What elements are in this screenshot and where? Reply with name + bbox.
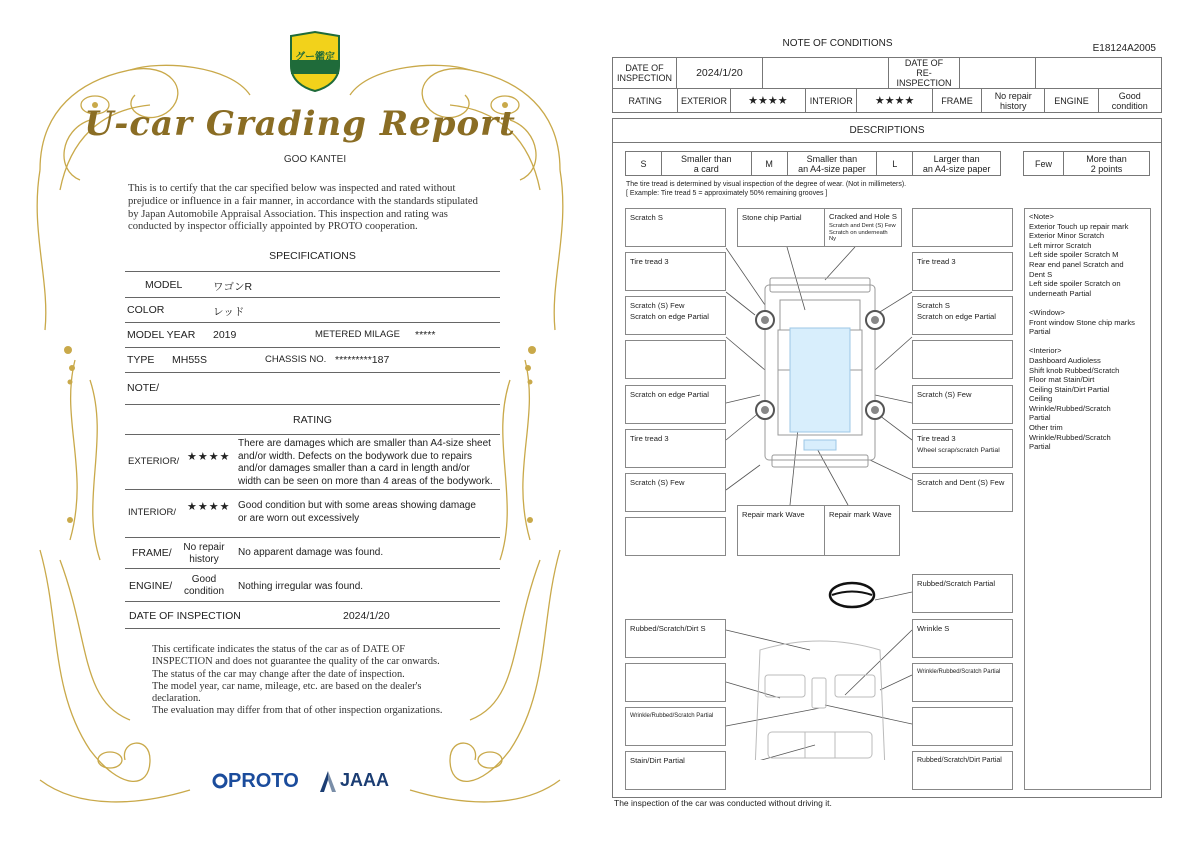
frame-description: No apparent damage was found. (238, 547, 384, 558)
condition-box: Repair mark Wave (824, 505, 900, 556)
few-legend: Few More than 2 points (1023, 151, 1150, 176)
steering-wheel-icon (830, 583, 874, 607)
grading-certificate: グー鑑定 U-car Grading Report GOO KANTEI This is to certify that the car specified below was inspected and rated without prejudice or influence in a fair manner, in accordance with the standards stipulated by Japan Automobile Appraisal Association. This inspection and rating was conducted by inspector officially appointed by PROTO cooperation. SPECIFICATIONS MODEL ワゴンR COLOR レッド MODEL YEAR 2019 METERED MILAGE ***** TYPE MH55S CHASSIS NO. *********187 NOTE/ RATING EXTERIOR/ ★★★★ There are damages which are smaller than A4-size sheet and/or width. Defects on the bodywork due to repairs and/or damages smaller than a card in length and/or width can be seen on more than 4 areas of the bodywork. INTERIOR/ ★★★★ Good condition but with some areas showing damage or are worn out excessively FRAME/ No repair history No apparent damage was found. ENGINE/ Good condition Nothing irregular was found. DATE OF INSPECTION 2024/1/20 This certificate indicates the status of the car as of DATE OF INSPECTION and does not guarantee the quality of the car onwards. The status of the car may change after the date of inspection. The model year, car name, mileage, etc. are based on the dealer's declaration. The evaluation may differ from that of other inspection organizations. PROTO JAAA (0, 0, 600, 848)
report-subtitle: GOO KANTEI (283, 154, 347, 165)
condition-box: Scratch S Scratch on edge Partial (912, 296, 1013, 335)
condition-box: Stain/Dirt Partial (625, 751, 726, 790)
engine-description: Nothing irregular was found. (238, 581, 364, 592)
exterior-stars: ★★★★ (187, 451, 231, 463)
rating-heading: RATING (293, 414, 332, 426)
condition-box: Wrinkle S (912, 619, 1013, 658)
condition-box: Rubbed/Scratch Partial (912, 574, 1013, 613)
condition-box: Wrinkle/Rubbed/Scratch Partial (912, 663, 1013, 702)
certify-text: This is to certify that the car specified below was inspected and rated without prejudice or influence in a fair manner, in accordance with the standards stipulated by Japan Automobile Appraisal Association. This inspection and rating was conducted by inspector officially appointed by PROTO cooperation. (128, 183, 478, 233)
conditions-title: NOTE OF CONDITIONS (782, 38, 893, 49)
footer-note: The inspection of the car was conducted without driving it. (614, 798, 832, 808)
condition-box: Tire tread 3 (625, 429, 726, 468)
badge-text: グー鑑定 (295, 52, 335, 63)
descriptions-heading: DESCRIPTIONS (612, 118, 1162, 143)
exterior-stars-cell: ★★★★ (730, 89, 806, 113)
specifications-heading: SPECIFICATIONS (269, 250, 356, 262)
date-of-inspection-value: 2024/1/20 (676, 58, 762, 89)
conditions-code: E18124A2005 (1092, 43, 1156, 54)
inspection-date-table: DATE OF INSPECTION 2024/1/20 DATE OF RE-INSPECTION (612, 57, 1162, 89)
condition-box (912, 707, 1013, 746)
condition-box: Scratch (S) Few (912, 385, 1013, 424)
condition-box: Rubbed/Scratch/Dirt S (625, 619, 726, 658)
condition-box: Scratch S (625, 208, 726, 247)
condition-box: Tire tread 3 (912, 252, 1013, 291)
exterior-description: There are damages which are smaller than A4-size sheet and/or width. Defects on the bodywork due to repairs and/or damages smaller than a card in length and/or width can be seen on more than 4 areas of the bodywork. (238, 438, 493, 487)
engine-value: Good condition (183, 574, 225, 597)
condition-box: Repair mark Wave (737, 505, 838, 556)
condition-box: Scratch and Dent (S) Few (912, 473, 1013, 512)
proto-logo-text: PROTO (228, 770, 299, 792)
condition-box (912, 208, 1013, 247)
report-title: U-car Grading Report (84, 104, 516, 144)
condition-box: Scratch on edge Partial (625, 385, 726, 424)
notes-panel: <Note> Exterior Touch up repair mark Exterior Minor Scratch Left mirror Scratch Left side spoiler Scratch M Rear end panel Scratch and Dent S Left side spoiler Scratch on underneath Partial <Window> Front window Stone chip marks Partial <Interior> Dashboard Audioless Shift knob Rubbed/Scratch Floor mat Stain/Dirt Ceiling Stain/Dirt Partial Ceiling Wrinkle/Rubbed/Scratch Partial Other trim Wrinkle/Rubbed/Scratch Partial (1024, 208, 1151, 790)
rating-table: RATING EXTERIOR ★★★★ INTERIOR ★★★★ FRAME No repair history ENGINE Good condition (612, 88, 1162, 113)
interior-label: INTERIOR/ (128, 507, 177, 518)
jaaa-logo-text: JAAA (340, 770, 390, 790)
disclaimer-text: This certificate indicates the status of the car as of DATE OF INSPECTION and does not guarantee the quality of the car onwards. The status of the car may change after the date of inspection. The model year, car name, mileage, etc. are based on the dealer's declaration. The evaluation may differ from that of other inspection organizations. (152, 644, 443, 717)
tread-note: The tire tread is determined by visual inspection of the degree of wear. (Not in millimeters). [ Example: Tire tread 5 = approximately 50% remaining grooves ] (626, 181, 907, 197)
frame-label: FRAME/ (132, 547, 172, 559)
size-legend: S Smaller than a card M Smaller than an A4-size paper L Larger than an A4-size paper (625, 151, 1001, 176)
condition-box (625, 517, 726, 556)
condition-box: Tire tread 3 (625, 252, 726, 291)
engine-label: ENGINE/ (129, 580, 173, 592)
condition-box: Cracked and Hole S Scratch and Dent (S) Few Scratch on underneath Ny (824, 208, 902, 247)
divider (125, 271, 500, 272)
exterior-label: EXTERIOR/ (128, 456, 180, 467)
condition-box: Scratch (S) Few Scratch on edge Partial (625, 296, 726, 335)
condition-box: Scratch (S) Few (625, 473, 726, 512)
condition-box: Rubbed/Scratch/Dirt Partial (912, 751, 1013, 790)
interior-description: Good condition but with some areas showing damage or are worn out excessively (238, 500, 476, 524)
interior-stars: ★★★★ (187, 501, 231, 513)
condition-box (625, 663, 726, 702)
jaaa-logo-icon (318, 770, 338, 794)
condition-box: Wrinkle/Rubbed/Scratch Partial (625, 707, 726, 746)
condition-box: Stone chip Partial (737, 208, 838, 247)
condition-box: Tire tread 3 Wheel scrap/scratch Partial (912, 429, 1013, 468)
proto-logo-icon (212, 772, 228, 792)
frame-value: No repair history (183, 542, 225, 565)
condition-box (625, 340, 726, 379)
condition-box (912, 340, 1013, 379)
interior-stars-cell: ★★★★ (857, 89, 933, 113)
